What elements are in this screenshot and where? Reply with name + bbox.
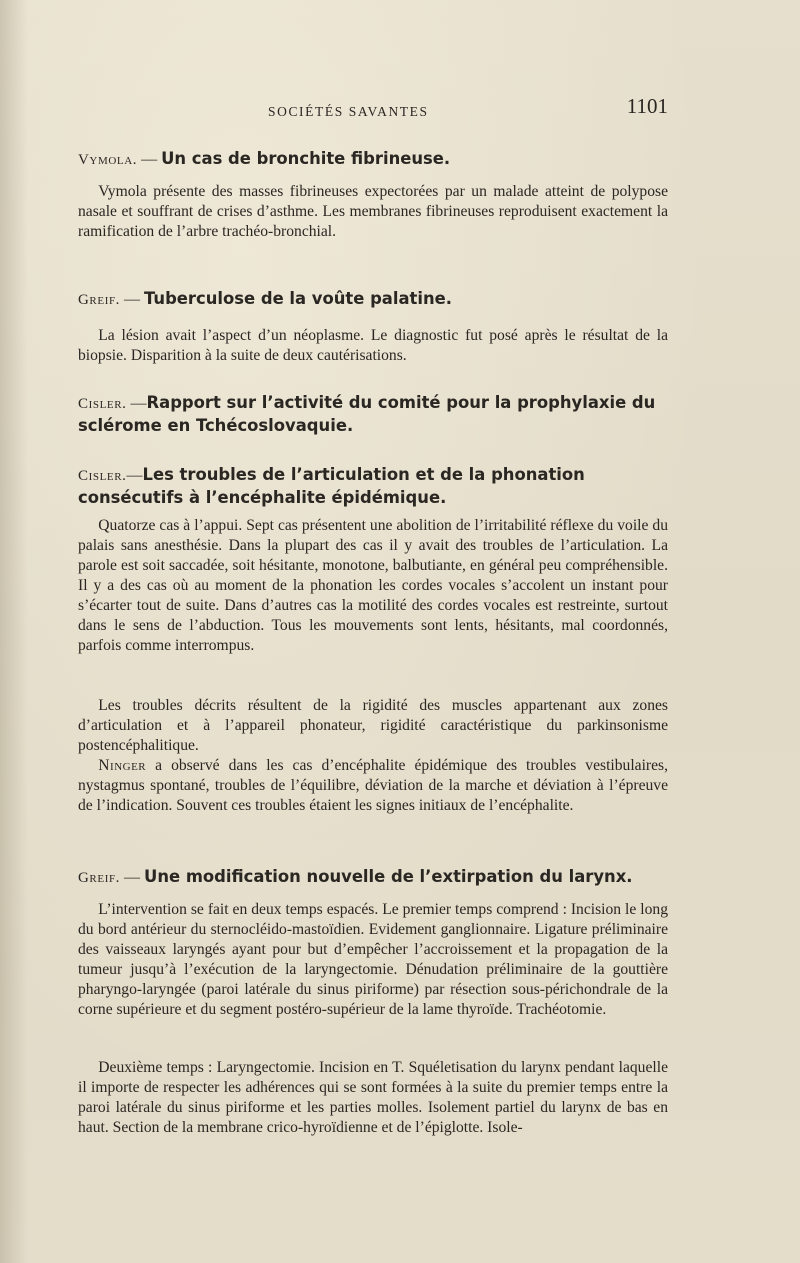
heading-dash: — xyxy=(126,467,143,484)
paragraph: Les troubles décrits résultent de la rigidité des muscles appartenant aux zones d’articulation et à l’appareil phonateur, rigidité caractéristique du parkinsonisme postencéphalitique. xyxy=(78,697,668,754)
section-heading-greif-1 xyxy=(78,288,668,311)
paragraph: Quatorze cas à l’appui. Sept cas présentent une abolition de l’irritabilité réflexe du voile du palais sans anesthésie. Dans la plupart des cas il y avait des troubles de l’articulation. La parole est soit saccadée, soit hésitante, monotone, balbutiante, en général peu compréhensible. Il y a des cas où au moment de la phonation les cordes vocales s’accolent un instant pour s’écarter tout de suite. Dans d’autres cas la motilité des cordes vocales est restreinte, surtout dans le sens de l’abduction. Tous les mouvements sont lents, hésitants, mal coordonnés, parfois comme interrompus. xyxy=(78,517,668,654)
section-heading-cisler-2 xyxy=(78,464,668,510)
heading-dash: — xyxy=(120,291,145,308)
heading-dash: — xyxy=(137,151,162,168)
section-author: Cisler. xyxy=(78,468,127,484)
section-heading-greif-2 xyxy=(78,866,668,889)
paragraph: Deuxième temps : Laryngectomie. Incision en T. Squéletisation du larynx pendant laquelle il importe de respecter les adhérences qui se sont formées à la suite du premier temps entre la paroi latérale du sinus piriforme et les parties molles. Isolement partiel du larynx de bas en haut. Section de la membrane crico-hyroïdienne et de l’épiglotte. Isole- xyxy=(78,1059,668,1136)
heading-dash: — xyxy=(126,395,147,412)
paragraph: Vymola présente des masses fibrineuses expectorées par un malade atteint de polypose nasale et souffrant de crises d’asthme. Les membranes fibrineuses reproduisent exactement la ramification de l’arbre trachéo-bronchial. xyxy=(78,183,668,240)
paragraph-ninger xyxy=(78,756,668,816)
section-heading-cisler-1 xyxy=(78,392,668,438)
running-head xyxy=(78,96,668,124)
heading-dash: — xyxy=(120,869,145,886)
section-title: Tuberculose de la voûte palatine. xyxy=(144,289,453,308)
running-title: SOCIÉTÉS SAVANTES xyxy=(268,104,429,119)
section-author: Vymola. xyxy=(78,152,138,168)
section-title: Une modification nouvelle de l’extirpation du larynx. xyxy=(144,867,633,886)
paragraph-text: a observé dans les cas d’encéphalite épidémique des troubles vestibulaires, nystagmus spontané, troubles de l’équilibre, déviation de la marche et déviation à l’épreuve de l’indication. Souvent ces troubles étaient les signes initiaux de l’encéphalite. xyxy=(78,757,668,814)
section-title: Rapport sur l’activité du comité pour la prophylaxie du sclérome en Tchécoslovaquie. xyxy=(78,393,656,435)
section-author: Greif. xyxy=(78,870,121,886)
section-author: Cisler. xyxy=(78,396,127,412)
paragraph: La lésion avait l’aspect d’un néoplasme. Le diagnostic fut posé après le résultat de la biopsie. Disparition à la suite de deux cautérisations. xyxy=(78,327,668,364)
page-number: 1101 xyxy=(626,94,668,118)
section-title: Les troubles de l’articulation et de la phonation consécutifs à l’encéphalite épidémique. xyxy=(78,465,585,507)
section-heading-vymola xyxy=(78,148,668,171)
paragraph: L’intervention se fait en deux temps espacés. Le premier temps comprend : Incision le long du bord antérieur du sternocléido-mastoïdien. Evidement ganglionnaire. Ligature préliminaire des vaisseaux laryngés ayant pour but d’empêcher l’accroissement et la propagation de la tumeur jusqu’à l’exécution de la laryngectomie. Dénudation préliminaire de la gouttière pharyngo-laryngée (paroi latérale du sinus piriforme) par résection sous-périchondrale de la corne supérieure et du segment postéro-supérieur de la lame thyroïde. Trachéotomie. xyxy=(78,901,668,1018)
section-title: Un cas de bronchite fibrineuse. xyxy=(161,149,451,168)
cited-author: Ninger xyxy=(98,757,147,774)
section-author: Greif. xyxy=(78,292,121,308)
page-gutter-shadow xyxy=(0,0,28,1263)
